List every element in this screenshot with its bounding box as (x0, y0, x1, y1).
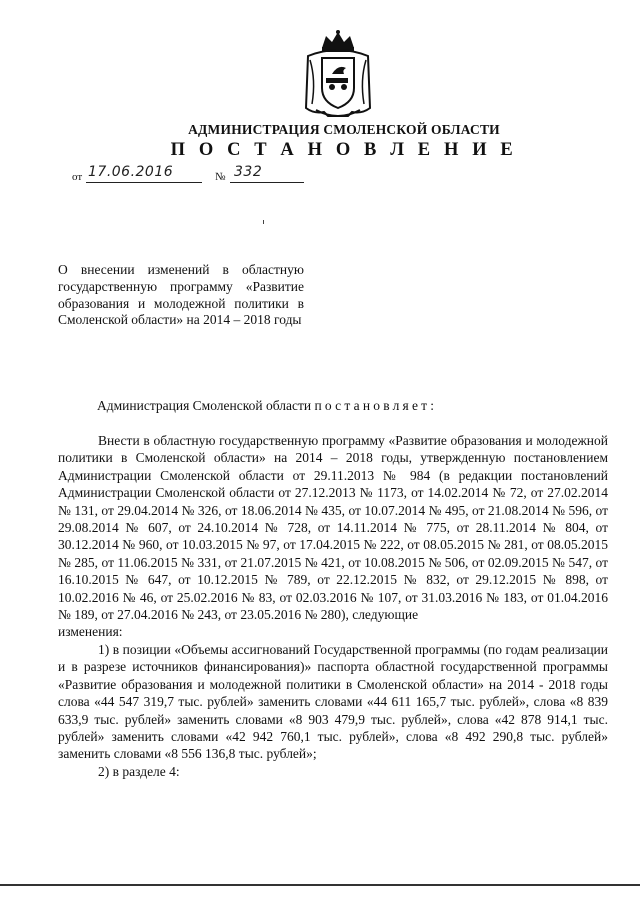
list-item-1: 1) в позиции «Объемы ассигнований Государственной программы (по годам реализации и в разрезе источников финансирования)» паспорта областной государственной программы «Развитие образования и молодежной политики в Смоленской области» на 2014 - 2018 годы слова «44 547 319,7 тыс. рублей» заменить словами «44 611 165,7 тыс. рублей», слова «8 839 633,9 тыс. рублей» заменить словами «8 903 479,9 тыс. рублей», слова «42 878 914,1 тыс. рублей» заменить словами «42 942 760,1 тыс. рублей», слова «8 492 290,8 тыс. рублей» заменить словами «8 556 136,8 тыс. рублей»; (58, 641, 608, 762)
list-item-2: 2) в разделе 4: (98, 763, 180, 779)
number-prefix: № (215, 171, 226, 183)
organization-name: АДМИНИСТРАЦИЯ СМОЛЕНСКОЙ ОБЛАСТИ (188, 122, 500, 137)
number-handwritten: 332 (234, 164, 263, 180)
fold-mark (263, 220, 264, 224)
paragraph-main: Внести в областную государственную программу «Развитие образования и молодежной политики в Смоленской области» на 2014 – 2018 годы, утвержденную постановлением Администрации Смоленской области от 29.11.2013 № 984 (в редакции постановлений Администрации Смоленской области от 27.12.2013 № 1173, от 14.02.2014 № 72, от 27.02.2014 № 131, от 29.04.2014 № 326, от 18.06.2014 № 435, от 10.07.2014 № 495, от 21.08.2014 № 596, от 29.08.2014 № 607, от 24.10.2014 № 728, от 14.11.2014 № 775, от 28.11.2014 № 804, от 30.12.2014 № 960, от 10.03.2015 № 97, от 17.04.2015 № 222, от 08.05.2015 № 281, от 08.05.2015 № 285, от 11.06.2015 № 331, от 21.07.2015 № 421, от 10.08.2015 № 506, от 02.09.2015 № 547, от 16.10.2015 № 647, от 10.12.2015 № 789, от 22.12.2015 № 832, от 29.12.2015 № 898, от 10.02.2016 № 46, от 25.02.2016 № 83, от 02.03.2016 № 107, от 31.03.2016 № 183, от 01.04.2016 № 189, от 27.04.2016 № 243, от 23.05.2016 № 280), следующие (58, 433, 608, 623)
date-handwritten: 17.06.2016 (88, 164, 174, 180)
document-subject: О внесении изменений в областную государственную программу «Развитие образования и молодежной политики в Смоленской области» на 2014 – 2018 годы (58, 262, 304, 328)
document-body (58, 432, 608, 780)
coat-of-arms-icon (302, 30, 374, 122)
preamble-lead: Администрация Смоленской области (97, 398, 315, 413)
number-underline (230, 182, 304, 183)
preamble-verb: постановляет: (314, 398, 438, 413)
date-prefix: от (72, 171, 83, 183)
preamble (97, 398, 437, 414)
page-bottom-rule (0, 884, 640, 886)
coat-of-arms-graphic (302, 30, 374, 122)
paragraph-main-end: изменения: (58, 624, 123, 640)
document-type: П О С Т А Н О В Л Е Н И Е (170, 140, 518, 160)
document-dateline (72, 164, 312, 186)
date-underline (86, 182, 202, 183)
